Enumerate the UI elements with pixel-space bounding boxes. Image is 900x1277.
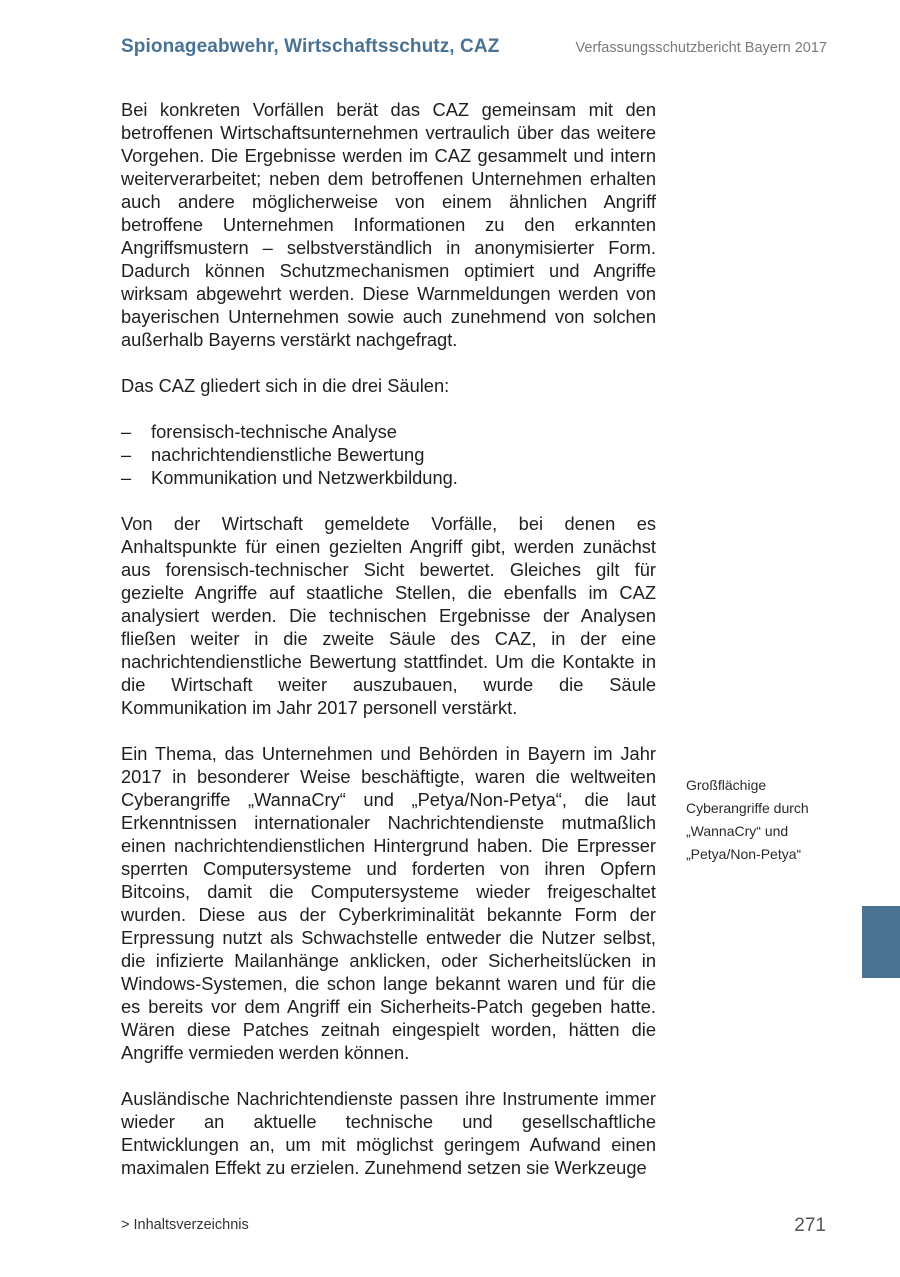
list-item-text: forensisch-technische Analyse: [151, 421, 397, 442]
list-item: [121, 420, 656, 443]
pillars-list: [121, 420, 656, 489]
margin-note-line: Cyberangriffe durch: [686, 800, 809, 816]
margin-note: [686, 774, 836, 866]
report-title: Verfassungsschutzbericht Bayern 2017: [575, 40, 827, 56]
section-title: Spionageabwehr, Wirtschaftsschutz, CAZ: [121, 36, 500, 57]
paragraph: Ein Thema, das Unternehmen und Behörden in Bayern im Jahr 2017 in besonderer Weise beschäftigte, waren die weltweiten Cyberangriffe „WannaCry“ und „Petya/Non-Petya“, die laut Erkenntnissen internationaler Nachrichtendienste mutmaßlich einen nachrichtendienstlichen Hintergrund haben. Die Erpresser sperrten Computersysteme und forderten von ihren Opfern Bitcoins, damit die Computersysteme wieder freigeschaltet wurden. Diese aus der Cyberkriminalität bekannte Form der Erpressung nutzt als Schwachstelle entweder die Nutzer selbst, die infizierte Mailanhänge anklicken, oder Sicherheitslücken in Windows-Systemen, die schon lange bekannt waren und für die es bereits vor dem Angriff ein Sicherheits-Patch gegeben hatte. Wären diese Patches zeitnah eingespielt worden, hätten die Angriffe vermieden werden können.: [121, 743, 656, 1063]
margin-note-line: „Petya/Non-Petya“: [686, 846, 802, 862]
page-number: 271: [794, 1215, 826, 1236]
dash-bullet: –: [121, 467, 132, 488]
paragraph: Das CAZ gliedert sich in die drei Säulen:: [121, 375, 450, 396]
list-item-text: nachrichtendienstliche Bewertung: [151, 444, 425, 465]
list-item: [121, 466, 656, 489]
chapter-tab-marker: [862, 906, 900, 978]
margin-note-line: „WannaCry“ und: [686, 823, 789, 839]
dash-bullet: –: [121, 421, 132, 442]
list-item: [121, 443, 656, 466]
paragraph: Ausländische Nachrichtendienste passen ihre Instrumente immer wieder an aktuelle technische und gesellschaftliche Entwicklungen an, um mit möglichst geringem Aufwand einen maximalen Effekt zu erzielen. Zunehmend setzen sie Werkzeuge: [121, 1088, 656, 1178]
list-item-text: Kommunikation und Netzwerkbildung.: [151, 467, 458, 488]
paragraph: Von der Wirtschaft gemeldete Vorfälle, bei denen es Anhaltspunkte für einen gezielten Angriff gibt, werden zunächst aus forensisch-technischer Sicht bewertet. Gleiches gilt für gezielte Angriffe auf staatliche Stellen, die ebenfalls im CAZ analysiert werden. Die technischen Ergebnisse der Analysen fließen weiter in die zweite Säule des CAZ, in der eine nachrichtendienstliche Bewertung stattfindet. Um die Kontakte in die Wirtschaft weiter auszubauen, wurde die Säule Kommunikation im Jahr 2017 personell verstärkt.: [121, 513, 656, 718]
main-text: [121, 98, 656, 1179]
dash-bullet: –: [121, 444, 132, 465]
paragraph: Bei konkreten Vorfällen berät das CAZ gemeinsam mit den betroffenen Wirtschaftsunternehmen vertraulich über das weitere Vorgehen. Die Ergebnisse werden im CAZ gesammelt und intern weiterverarbeitet; neben dem betroffenen Unternehmen erhalten auch andere möglicherweise von einem ähnlichen Angriff betroffene Unternehmen Informationen zu den erkannten Angriffsmustern – selbstverständlich in anonymisierter Form. Dadurch können Schutzmechanismen optimiert und Angriffe wirksam abgewehrt werden. Diese Warnmeldungen werden von bayerischen Unternehmen sowie auch zunehmend von solchen außerhalb Bayerns verstärkt nachgefragt.: [121, 99, 656, 350]
margin-note-line: Großflächige: [686, 777, 767, 793]
toc-link[interactable]: > Inhaltsverzeichnis: [121, 1217, 249, 1233]
